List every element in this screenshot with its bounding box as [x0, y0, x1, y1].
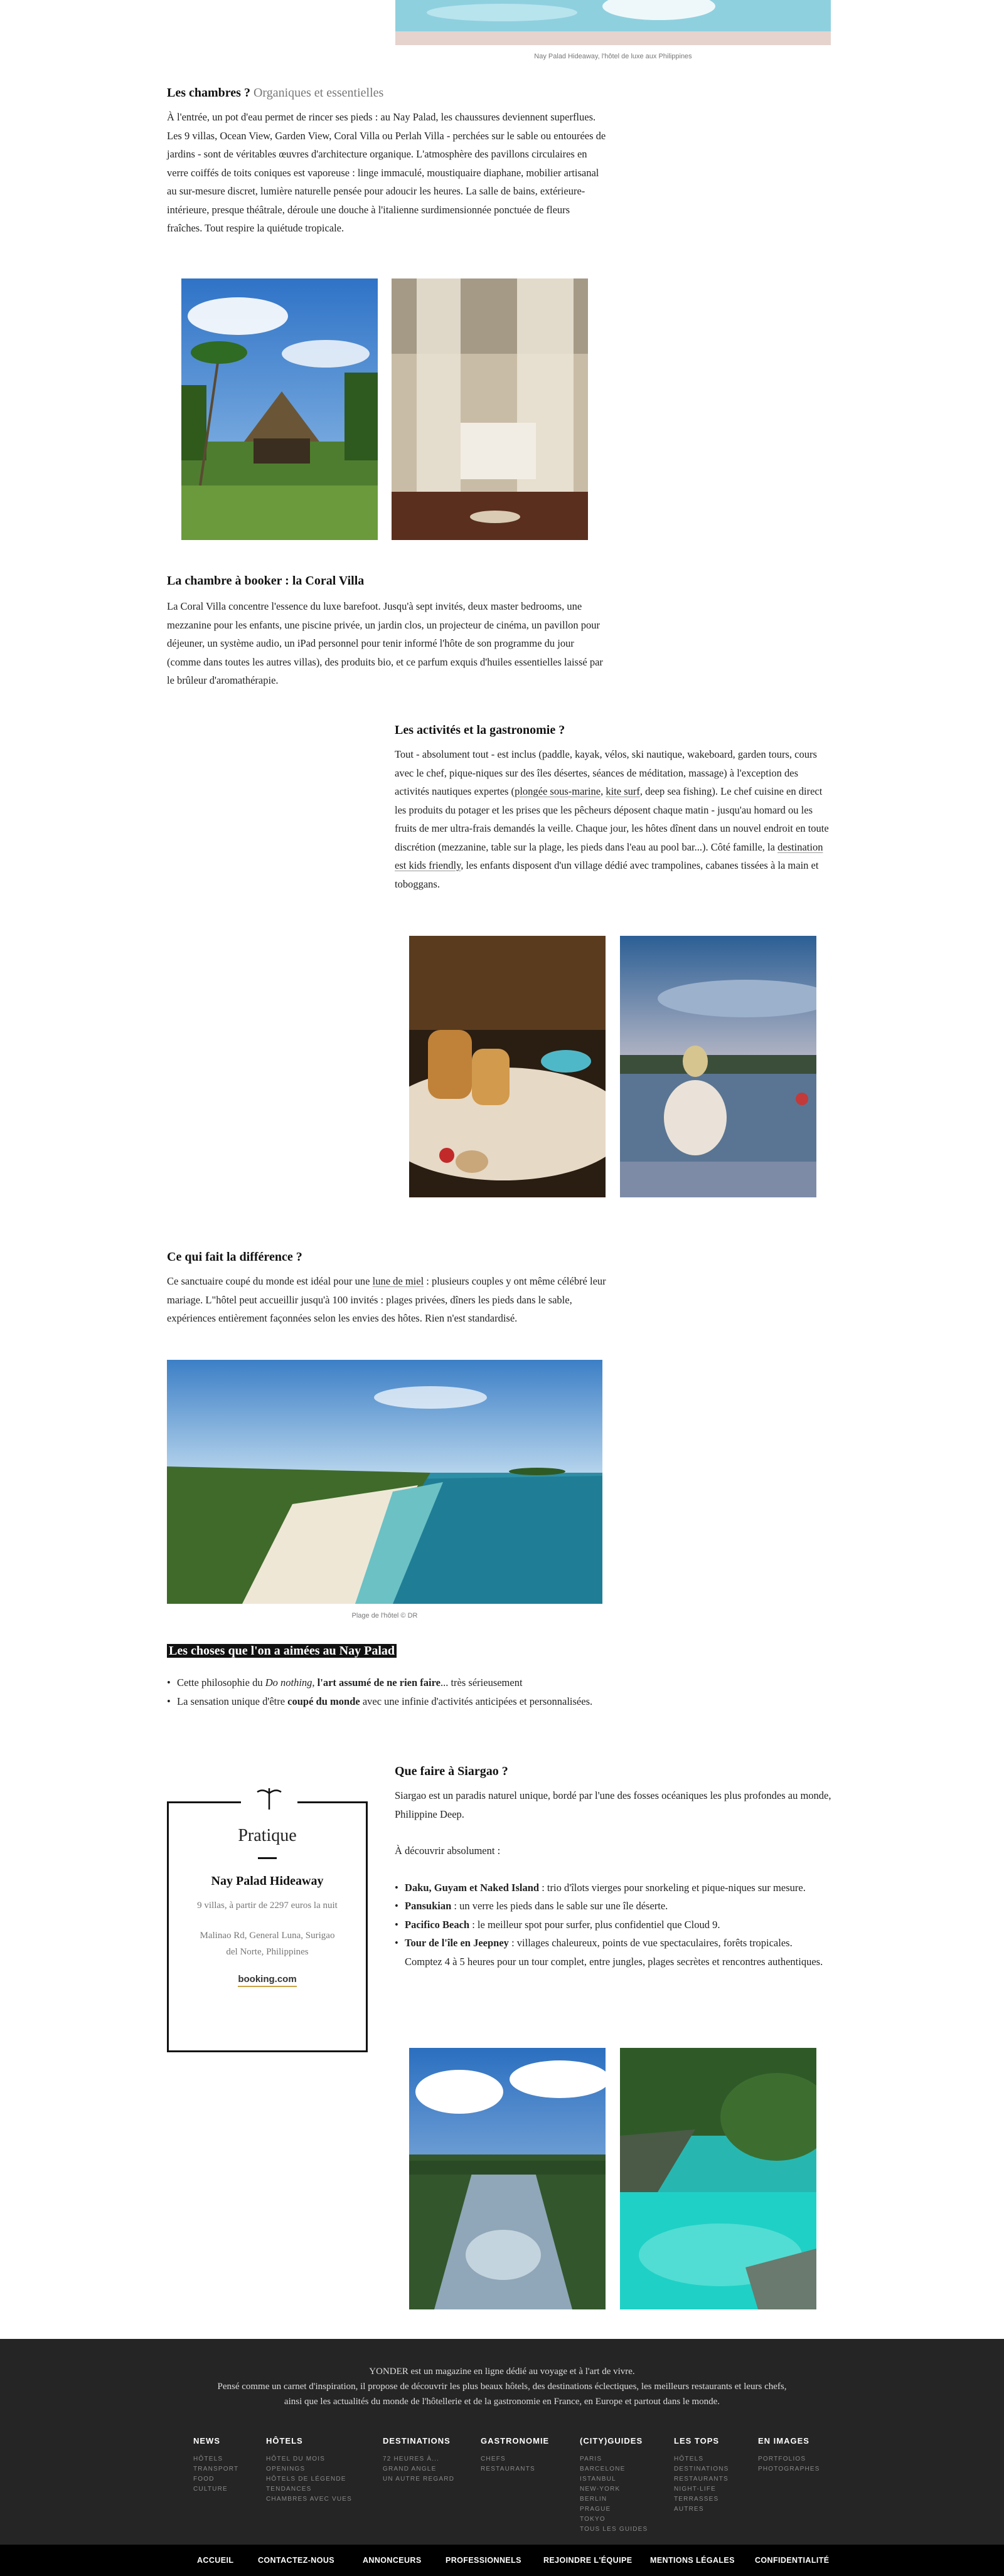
footer-link[interactable]: TENDANCES: [266, 2486, 312, 2493]
link-honeymoon[interactable]: lune de miel: [372, 1275, 424, 1287]
footer-col-hotels: HÔTELS HÔTEL DU MOIS OPENINGS HÔTELS DE LÉGENDE TENDANCES CHAMBRES AVEC VUES: [266, 2436, 373, 2504]
footer-link[interactable]: PORTFOLIOS: [758, 2456, 806, 2462]
footer-link[interactable]: CHAMBRES AVEC VUES: [266, 2496, 353, 2503]
photo-caption: Plage de l'hôtel © DR: [351, 1612, 418, 1619]
pratique-divider: [258, 1857, 277, 1859]
nav-mentions[interactable]: MENTIONS LÉGALES: [650, 2556, 735, 2565]
section-heading: Les chambres ? Organiques et essentielles: [167, 86, 384, 100]
pratique-box: [167, 1801, 368, 2052]
footer-col-gastronomie: GASTRONOMIE CHEFS RESTAURANTS: [481, 2436, 569, 2474]
link-diving[interactable]: plongée sous-marine: [515, 785, 601, 797]
footer-link[interactable]: GRAND ANGLE: [383, 2466, 437, 2473]
footer-link[interactable]: HÔTELS DE LÉGENDE: [266, 2476, 346, 2483]
footer-link[interactable]: HÔTELS: [193, 2456, 223, 2462]
footer-link[interactable]: TERRASSES: [674, 2496, 719, 2503]
footer-link[interactable]: NEW-YORK: [580, 2486, 621, 2493]
footer-link[interactable]: UN AUTRE REGARD: [383, 2476, 455, 2483]
nav-accueil[interactable]: ACCUEIL: [197, 2556, 234, 2565]
nav-professionnels[interactable]: PROFESSIONNELS: [446, 2556, 521, 2565]
footer-link[interactable]: TOKYO: [580, 2516, 606, 2523]
photo-turquoise-lagoon: [620, 2048, 816, 2309]
footer-link[interactable]: BERLIN: [580, 2496, 607, 2503]
footer-col-cityguides: (CITY)GUIDES PARIS BARCELONE ISTANBUL NEW-YORK BERLIN PRAGUE TOKYO TOUS LES GUIDES: [580, 2436, 668, 2535]
pratique-booking-link[interactable]: booking.com: [238, 1974, 296, 1987]
pratique-address: Malinao Rd, General Luna, Surigao del Norte, Philippines: [200, 1931, 335, 1957]
bottom-nav: [0, 2545, 1004, 2576]
footer-link[interactable]: 72 HEURES À...: [383, 2456, 440, 2462]
section-heading: Ce qui fait la différence ?: [167, 1250, 302, 1264]
footer-link[interactable]: NIGHT-LIFE: [674, 2486, 717, 2493]
footer-link[interactable]: RESTAURANTS: [674, 2476, 729, 2483]
footer-link[interactable]: PARIS: [580, 2456, 602, 2462]
photo-villa-bedroom: [392, 278, 588, 540]
nav-annonceurs[interactable]: ANNONCEURS: [363, 2556, 422, 2565]
footer-link[interactable]: PHOTOGRAPHES: [758, 2466, 820, 2473]
footer-link[interactable]: CHEFS: [481, 2456, 506, 2462]
footer-link[interactable]: ISTANBUL: [580, 2476, 616, 2483]
footer-link[interactable]: BARCELONE: [580, 2466, 626, 2473]
footer-link[interactable]: CULTURE: [193, 2486, 228, 2493]
footer-col-destinations: DESTINATIONS 72 HEURES À... GRAND ANGLE UN AUTRE REGARD: [383, 2436, 477, 2484]
link-kitesurf[interactable]: kite surf: [606, 785, 640, 797]
footer-intro: YONDER est un magazine en ligne dédié au voyage et à l'art de vivre. Pensé comme un carnet d'inspiration, il propose de découvrir les plus beaux hôtels, des destinations éclectiques, les meilleurs restaurants et leurs chefs, ainsi que les actualités du monde de l'hôtellerie et de la gastronomie en France, en Europe et partout dans le monde.: [217, 2367, 787, 2407]
photo-pool-top: [395, 0, 831, 45]
photo-beach-aerial: [167, 1360, 602, 1604]
activities-paragraph: Tout - absolument tout - est inclus (paddle, kayak, vélos, ski nautique, wakeboard, garden tours, cours avec le chef, pique-niques sur des îles désertes, séances de méditation, massage) à l'exception des activités nautiques expertes (plongée sous-marine, kite surf, deep sea fishing). Le chef cuisine en direct les produits du potager et les prises que les pêcheurs déposent chaque matin - jusqu'au homard ou les fruits de mer ultra-frais demandés la veille. Chaque jour, les hôtes dînent dans un nouvel endroit en toute discrétion (mezzanine, table sur la plage, les pieds dans l'eau au pool bar...). Côté famille, la destination est kids friendly, les enfants disposent d'un village dédié avec trampolines, cabanes tissées à la main et toboggans.: [395, 748, 829, 890]
list-item: • La sensation unique d'être coupé du monde avec une infinie d'activités anticipées et personnalisées.: [167, 1692, 606, 1711]
rooms-paragraph: À l'entrée, un pot d'eau permet de rincer ses pieds : au Nay Palad, les chaussures deviennent superflues. Les 9 villas, Ocean View, Garden View, Coral Villa ou Perlah Villa - perchées sur le sable ou entourées de jardins - sont de véritables œuvres d'architecture organique. L'atmosphère des pavillons circulaires en verre coiffés de toits coniques est vaporeuse : linge immaculé, moustiquaire diaphane, mobilier artisanal au sur-mesure discret, lumière naturelle pensée pour adoucir les heures. La salle de bains, extérieure-intérieure, presque théâtrale, déroule une douche à l'italienne surdimensionnée ponctuée de fleurs fraîches. Tout respire la quiétude tropicale.: [167, 111, 606, 234]
siargao-content: [395, 1786, 834, 1971]
footer-link[interactable]: PRAGUE: [580, 2506, 611, 2513]
site-footer: [0, 2339, 1004, 2545]
section-heading: Les choses que l'on a aimées au Nay Palad: [167, 1642, 606, 1660]
footer-link[interactable]: AUTRES: [674, 2506, 704, 2513]
photo-river-mangroves: [409, 2048, 606, 2309]
pratique-price: 9 villas, à partir de 2297 euros la nuit: [197, 1900, 338, 1911]
pratique-title: Pratique: [238, 1826, 297, 1845]
footer-col-news: NEWS HÔTELS TRANSPORT FOOD CULTURE: [193, 2436, 275, 2494]
section-heading: Les activités et la gastronomie ?: [395, 723, 565, 737]
footer-col-tops: LES TOPS HÔTELS DESTINATIONS RESTAURANTS NIGHT-LIFE TERRASSES AUTRES: [674, 2436, 749, 2515]
list-item: • Daku, Guyam et Naked Island : trio d'îlots vierges pour snorkeling et pique-niques sur mesure.: [395, 1879, 834, 1897]
section-heading: Que faire à Siargao ?: [395, 1764, 508, 1778]
footer-link[interactable]: OPENINGS: [266, 2466, 306, 2473]
footer-link[interactable]: DESTINATIONS: [674, 2466, 729, 2473]
footer-link[interactable]: FOOD: [193, 2476, 215, 2483]
footer-link[interactable]: HÔTELS: [674, 2456, 704, 2462]
list-item: • Pansukian : un verre les pieds dans le sable sur une île déserte.: [395, 1897, 834, 1916]
photo-dinner-lanterns: [409, 936, 606, 1197]
footer-link[interactable]: TRANSPORT: [193, 2466, 239, 2473]
siargao-subhead: À découvrir absolument :: [395, 1845, 501, 1857]
photo-caption: Nay Palad Hideaway, l'hôtel de luxe aux Philippines: [534, 53, 692, 60]
footer-link[interactable]: RESTAURANTS: [481, 2466, 535, 2473]
footer-link[interactable]: HÔTEL DU MOIS: [266, 2456, 326, 2462]
nav-rejoindre[interactable]: REJOINDRE L'ÉQUIPE: [543, 2556, 633, 2565]
liked-list: [167, 1673, 606, 1710]
list-item: • Pacifico Beach : le meilleur spot pour surfer, plus confidentiel que Cloud 9.: [395, 1916, 834, 1934]
siargao-intro: Siargao est un paradis naturel unique, bordé par l'une des fosses océaniques les plus profondes au monde, Philippine Deep.: [395, 1789, 831, 1820]
difference-paragraph: Ce sanctuaire coupé du monde est idéal pour une lune de miel : plusieurs couples y ont même célébré leur mariage. L"hôtel peut accueillir jusqu'à 100 invités : plages privées, dîners les pieds dans le sable, expériences entièrement façonnées selon les envies des hôtes. Rien n'est standardisé.: [167, 1275, 606, 1324]
nav-contact[interactable]: CONTACTEZ-NOUS: [258, 2556, 335, 2565]
siargao-list: [395, 1879, 834, 1953]
pratique-hotel-name: Nay Palad Hideaway: [211, 1874, 324, 1888]
link-kids-friendly[interactable]: destination est kids friendly: [395, 840, 823, 871]
footer-col-images: EN IMAGES PORTFOLIOS PHOTOGRAPHES: [758, 2436, 833, 2474]
footer-link[interactable]: TOUS LES GUIDES: [580, 2526, 648, 2533]
siargao-outro: Comptez 4 à 5 heures pour un tour complet, entre jungles, plages secrètes et rencontres authentiques.: [405, 1955, 823, 1968]
list-item: • Tour de l'île en Jeepney : villages chaleureux, points de vue spectaculaires, forêts tropicales.: [395, 1934, 834, 1953]
photo-villa-exterior: [181, 278, 378, 540]
list-item: • Cette philosophie du Do nothing, l'art assumé de ne rien faire... très sérieusement: [167, 1673, 606, 1692]
section-heading: La chambre à booker : la Coral Villa: [167, 574, 365, 588]
photo-sunset-lamp: [620, 936, 816, 1197]
pratique-ornament-icon: [241, 1786, 297, 1811]
nav-confidentialite[interactable]: CONFIDENTIALITÉ: [755, 2556, 830, 2565]
coral-paragraph: La Coral Villa concentre l'essence du luxe barefoot. Jusqu'à sept invités, deux master bedrooms, une mezzanine pour les enfants, une piscine privée, un jardin clos, un projecteur de cinéma, un pavillon pour déjeuner, un système audio, un iPad personnel pour tenir informé l'hôte de son programme du jour (comme dans toutes les autres villas), des produits bio, et ce parfum exquis d'huiles essentielles laissé par le brûleur d'aromathérapie.: [167, 600, 603, 686]
